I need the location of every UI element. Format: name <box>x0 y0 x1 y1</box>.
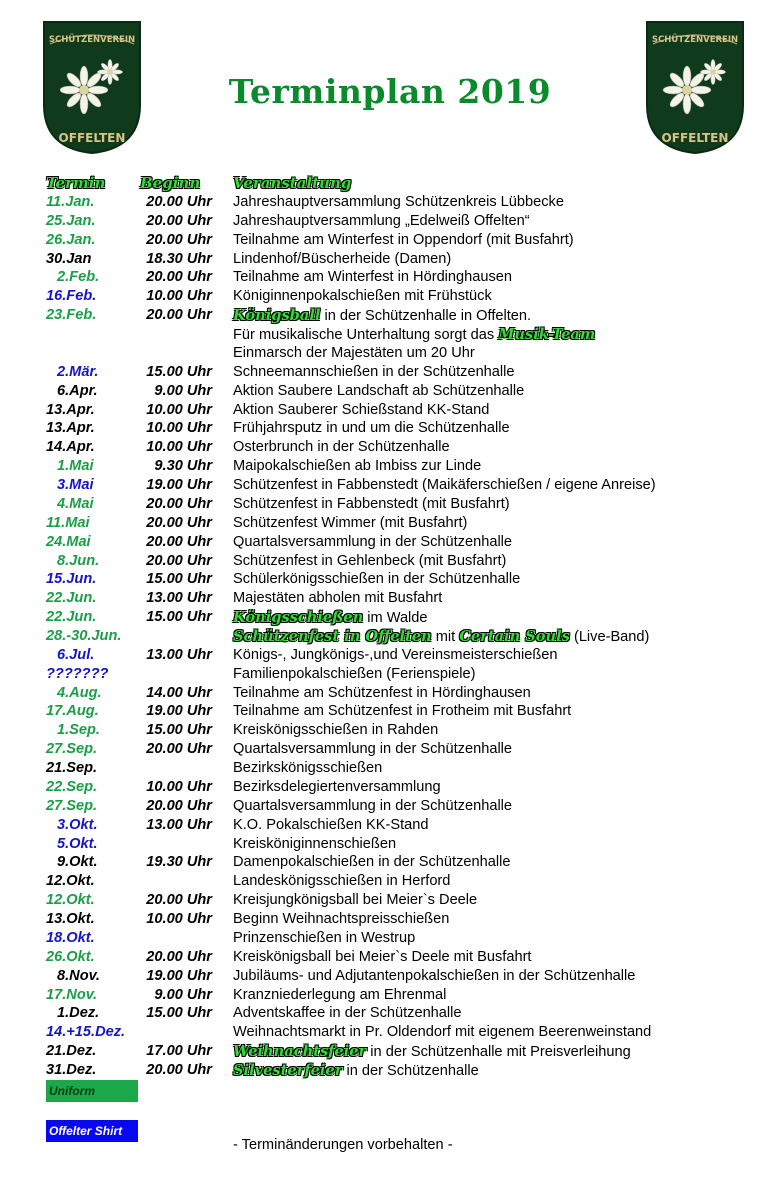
schedule-row <box>0 589 780 608</box>
row-time: 20.00 Uhr <box>146 741 212 758</box>
event-text: Bezirkskönigsschießen <box>233 760 383 777</box>
row-event <box>233 891 477 910</box>
row-date: 11.Jan. <box>46 194 95 210</box>
row-time: 19.30 Uhr <box>146 854 212 871</box>
event-text: Königs-, Jungkönigs-,und Vereinsmeisterschießen <box>233 646 558 663</box>
row-date: 17.Aug. <box>46 703 99 720</box>
row-time: 10.00 Uhr <box>146 911 212 928</box>
row-time: 20.00 Uhr <box>146 948 212 965</box>
event-text: Maipokalschießen ab Imbiss zur Linde <box>233 458 482 475</box>
row-event <box>233 533 512 552</box>
schedule-row <box>0 853 780 872</box>
schedule-row <box>0 231 780 250</box>
schedule-row <box>0 740 780 759</box>
row-date: 22.Jun. <box>46 590 97 607</box>
row-date: 2.Mär. <box>57 363 99 380</box>
row-event <box>233 684 531 703</box>
row-date: 14.Apr. <box>46 439 95 456</box>
highlighted-event: Musik-Team <box>498 326 596 344</box>
schedule-row <box>0 702 780 721</box>
row-event <box>233 759 382 778</box>
row-event <box>233 853 510 872</box>
row-date: 6.Jul. <box>57 646 95 663</box>
row-date: 13.Apr. <box>46 420 95 437</box>
event-text: Prinzenschießen in Westrup <box>233 929 416 946</box>
event-text: Quartalsversammlung in der Schützenhalle <box>233 533 513 550</box>
row-event <box>233 1004 462 1023</box>
schedule-row <box>0 929 780 948</box>
row-event <box>233 986 446 1005</box>
row-time: 20.00 Uhr <box>146 212 212 229</box>
row-date: 16.Feb. <box>46 288 97 305</box>
row-date: 2.Feb. <box>57 269 100 286</box>
event-text: Beginn Weihnachtspreisschießen <box>233 911 450 928</box>
row-date: 3.Okt. <box>57 816 98 833</box>
schedule-row <box>0 193 780 212</box>
highlighted-event: Silvesterfeier <box>233 1062 343 1080</box>
row-date: 12.Okt. <box>46 873 95 890</box>
event-text: Weihnachtsmarkt in Pr. Oldendorf mit eigenem Beerenweinstand <box>233 1024 652 1041</box>
schedule-row <box>0 608 780 627</box>
schedule-row <box>0 1061 780 1080</box>
schedule-row <box>0 891 780 910</box>
row-time: 20.00 Uhr <box>146 194 212 210</box>
event-text: Schneemannschießen in der Schützenhalle <box>233 363 515 380</box>
schedule-row <box>0 835 780 854</box>
highlighted-event: Weihnachtsfeier <box>233 1043 367 1061</box>
row-event <box>233 1042 631 1062</box>
row-time: 13.00 Uhr <box>146 590 212 607</box>
row-date: 14.+15.Dez. <box>46 1024 126 1041</box>
event-text: Kreiskönigsschießen in Rahden <box>233 722 439 739</box>
row-date: 25.Jan. <box>46 212 96 229</box>
schedule-row <box>0 759 780 778</box>
event-text: mit <box>431 629 460 645</box>
event-text: Bezirksdelegiertenversammlung <box>233 778 441 795</box>
event-text: Schützenfest in Gehlenbeck (mit Busfahrt) <box>233 552 507 569</box>
row-time: 20.00 Uhr <box>146 797 212 814</box>
row-event <box>233 627 649 647</box>
row-date: 1.Mai <box>57 458 94 475</box>
row-date: 11.Mai <box>46 514 90 531</box>
row-event <box>233 231 574 250</box>
event-text: Landeskönigsschießen in Herford <box>233 873 451 890</box>
highlighted-event: Schützenfest in Offelten <box>233 628 432 645</box>
row-date: 27.Sep. <box>46 797 98 814</box>
event-text: Aktion Sauberer Schießstand KK-Stand <box>233 401 490 418</box>
row-event <box>233 967 635 986</box>
event-text: Aktion Saubere Landschaft ab Schützenhalle <box>233 382 525 399</box>
row-event <box>233 835 396 854</box>
row-event <box>233 589 442 608</box>
row-time: 19.00 Uhr <box>146 703 212 720</box>
row-date: 26.Jan. <box>46 231 96 248</box>
schedule-row <box>0 344 780 363</box>
row-event <box>233 872 450 891</box>
row-date: 23.Feb. <box>46 307 97 324</box>
schedule-row <box>0 684 780 703</box>
header-time: Beginn <box>140 174 201 192</box>
schedule-row <box>0 872 780 891</box>
row-time: 10.00 Uhr <box>146 778 212 795</box>
row-time: 20.00 Uhr <box>146 495 212 512</box>
legend-shirt: Offelter Shirt <box>46 1120 138 1142</box>
row-event <box>233 948 531 967</box>
event-text: Osterbrunch in der Schützenhalle <box>233 439 450 456</box>
row-date: 27.Sep. <box>46 741 98 758</box>
row-date: 8.Jun. <box>57 552 100 569</box>
row-date: 26.Okt. <box>46 948 95 965</box>
row-date: 18.Okt. <box>46 929 95 946</box>
event-text: Jahreshauptversammlung „Edelweiß Offelten“ <box>233 212 530 229</box>
page-title: Terminplan 2019 <box>228 72 552 111</box>
row-time: 20.00 Uhr <box>146 231 212 248</box>
row-date: 4.Mai <box>57 495 94 512</box>
row-time: 10.00 Uhr <box>146 439 212 456</box>
row-event <box>233 910 449 929</box>
schedule-row <box>0 438 780 457</box>
row-event <box>233 438 450 457</box>
row-date: 22.Jun. <box>46 609 97 626</box>
row-date: 21.Sep. <box>46 760 98 777</box>
event-text: Teilnahme am Winterfest in Hördinghausen <box>233 269 513 286</box>
row-date: 3.Mai <box>57 477 94 494</box>
legend-uniform: Uniform <box>46 1080 138 1102</box>
header-date: Termin <box>46 174 106 192</box>
row-date: 13.Apr. <box>46 401 95 418</box>
event-text: Jahreshauptversammlung Schützenkreis Lübbecke <box>233 194 564 210</box>
schedule-row <box>0 325 780 344</box>
row-date: 17.Nov. <box>46 986 98 1003</box>
row-date: 28.-30.Jun. <box>46 628 122 644</box>
row-event <box>233 514 467 533</box>
event-text: Kranzniederlegung am Ehrenmal <box>233 986 447 1003</box>
row-time: 13.00 Uhr <box>146 646 212 663</box>
row-event <box>233 1023 651 1042</box>
row-event <box>233 476 656 495</box>
row-time: 20.00 Uhr <box>146 269 212 286</box>
row-event <box>233 570 520 589</box>
event-text: Teilnahme am Schützenfest in Frotheim mit Busfahrt <box>233 703 572 720</box>
row-time: 18.30 Uhr <box>146 250 212 267</box>
row-event <box>233 363 515 382</box>
schedule-row <box>0 1004 780 1023</box>
row-date: 1.Dez. <box>57 1005 100 1022</box>
event-text: Damenpokalschießen in der Schützenhalle <box>233 854 511 871</box>
schedule-row <box>0 910 780 929</box>
row-date: 12.Okt. <box>46 892 95 909</box>
row-time: 9.00 Uhr <box>154 382 212 399</box>
event-text: Jubiläums- und Adjutantenpokalschießen in der Schützenhalle <box>233 967 636 984</box>
schedule-row <box>0 665 780 684</box>
row-event <box>233 495 510 514</box>
event-text: (Live-Band) <box>569 629 650 645</box>
row-date: 31.Dez. <box>46 1062 97 1079</box>
row-date: 24.Mai <box>46 533 91 550</box>
row-time: 10.00 Uhr <box>146 401 212 418</box>
row-event <box>233 250 451 269</box>
event-text: Schülerkönigsschießen in der Schützenhalle <box>233 571 521 588</box>
event-text: Schützenfest in Fabbenstedt (mit Busfahrt) <box>233 495 510 512</box>
row-time: 10.00 Uhr <box>146 420 212 437</box>
schedule-row <box>0 363 780 382</box>
event-text: Schützenfest Wimmer (mit Busfahrt) <box>233 514 468 531</box>
row-event <box>233 552 506 571</box>
row-event <box>233 268 512 287</box>
row-date: 4.Aug. <box>57 684 102 701</box>
row-time: 9.30 Uhr <box>154 458 212 475</box>
schedule-row <box>0 457 780 476</box>
schedule-row <box>0 401 780 420</box>
row-time: 20.00 Uhr <box>146 307 212 324</box>
row-event <box>233 193 564 212</box>
event-text: Lindenhof/Büscherheide (Damen) <box>233 250 452 267</box>
row-time: 20.00 Uhr <box>146 552 212 569</box>
row-event <box>233 740 512 759</box>
event-text: Schützenfest in Fabbenstedt (Maikäferschießen / eigene Anreise) <box>233 477 656 494</box>
schedule-row <box>0 948 780 967</box>
schedule-row <box>0 627 780 646</box>
row-event <box>233 665 476 684</box>
row-event <box>233 419 510 438</box>
row-date: 1.Sep. <box>57 722 100 739</box>
schedule-row <box>0 514 780 533</box>
event-text: Quartalsversammlung in der Schützenhalle <box>233 797 513 814</box>
row-event <box>233 325 595 345</box>
schedule-row <box>0 721 780 740</box>
row-event <box>233 212 530 231</box>
highlighted-event: Königsschießen <box>233 609 364 627</box>
footnote: - Terminänderungen vorbehalten - <box>233 1137 453 1153</box>
event-text: in der Schützenhalle <box>342 1063 479 1080</box>
schedule-row <box>0 212 780 231</box>
schedule-row <box>0 476 780 495</box>
schedule-row <box>0 495 780 514</box>
schedule-row <box>0 382 780 401</box>
schedule-row <box>0 552 780 571</box>
schedule-row <box>0 1023 780 1042</box>
event-text: Kreiskönigsball bei Meier`s Deele mit Busfahrt <box>233 948 532 965</box>
row-event <box>233 608 428 628</box>
schedule-row <box>0 306 780 325</box>
row-time: 9.00 Uhr <box>154 986 212 1003</box>
row-event <box>233 306 531 326</box>
event-text: in der Schützenhalle in Offelten. <box>320 308 532 325</box>
row-event <box>233 816 429 835</box>
row-date: 13.Okt. <box>46 911 95 928</box>
event-text: Einmarsch der Majestäten um 20 Uhr <box>233 344 475 361</box>
row-date: 8.Nov. <box>57 967 100 984</box>
row-event <box>233 344 475 363</box>
highlighted-event: Königsball <box>233 307 321 325</box>
row-time: 15.00 Uhr <box>146 363 212 380</box>
schedule-row <box>0 268 780 287</box>
row-time: 20.00 Uhr <box>146 1062 212 1079</box>
event-text: im Walde <box>363 610 428 627</box>
row-time: 17.00 Uhr <box>146 1043 212 1060</box>
row-event <box>233 702 571 721</box>
row-event <box>233 382 524 401</box>
row-time: 14.00 Uhr <box>146 684 212 701</box>
row-event <box>233 401 489 420</box>
event-text: Familienpokalschießen (Ferienspiele) <box>233 665 476 682</box>
row-event <box>233 1061 479 1081</box>
svg-text:SCHÜTZENVEREIN: SCHÜTZENVEREIN <box>651 35 739 45</box>
row-time: 15.00 Uhr <box>146 1005 212 1022</box>
highlighted-event: Certain Souls <box>459 628 570 645</box>
schedule-row <box>0 1042 780 1061</box>
row-time: 15.00 Uhr <box>146 722 212 739</box>
row-time: 10.00 Uhr <box>146 288 212 305</box>
row-event <box>233 287 492 306</box>
event-text: Für musikalische Unterhaltung sorgt das <box>233 327 499 344</box>
event-text: Majestäten abholen mit Busfahrt <box>233 590 443 607</box>
row-date: ??????? <box>46 665 109 682</box>
row-event <box>233 646 557 665</box>
svg-text:OFFELTEN: OFFELTEN <box>58 131 126 145</box>
event-text: Kreisköniginnenschießen <box>233 835 397 852</box>
row-event <box>233 778 441 797</box>
row-time: 20.00 Uhr <box>146 533 212 550</box>
row-time: 19.00 Uhr <box>146 967 212 984</box>
row-time: 20.00 Uhr <box>146 892 212 909</box>
row-date: 5.Okt. <box>57 835 98 852</box>
row-date: 21.Dez. <box>46 1043 97 1060</box>
event-text: Kreisjungkönigsball bei Meier`s Deele <box>233 892 478 909</box>
event-text: Adventskaffee in der Schützenhalle <box>233 1005 462 1022</box>
schedule-row <box>0 533 780 552</box>
row-date: 30.Jan <box>46 250 92 267</box>
event-text: Teilnahme am Winterfest in Oppendorf (mit Busfahrt) <box>233 231 574 248</box>
schedule-row <box>0 419 780 438</box>
event-text: Quartalsversammlung in der Schützenhalle <box>233 741 513 758</box>
schedule-row <box>0 816 780 835</box>
svg-text:OFFELTEN: OFFELTEN <box>661 131 729 145</box>
row-date: 22.Sep. <box>46 778 98 795</box>
schedule-row <box>0 986 780 1005</box>
schedule-row <box>0 570 780 589</box>
schedule-row <box>0 797 780 816</box>
row-date: 9.Okt. <box>57 854 98 871</box>
event-text: K.O. Pokalschießen KK-Stand <box>233 816 429 833</box>
schedule-row <box>0 287 780 306</box>
row-time: 20.00 Uhr <box>146 514 212 531</box>
row-time: 13.00 Uhr <box>146 816 212 833</box>
row-event <box>233 929 415 948</box>
event-text: Teilnahme am Schützenfest in Hördinghausen <box>233 684 531 701</box>
event-text: in der Schützenhalle mit Preisverleihung <box>366 1044 631 1061</box>
row-time: 19.00 Uhr <box>146 477 212 494</box>
schedule-row <box>0 250 780 269</box>
row-event <box>233 721 438 740</box>
row-date: 6.Apr. <box>57 382 98 399</box>
svg-text:SCHÜTZENVEREIN: SCHÜTZENVEREIN <box>48 35 136 45</box>
header-event: Veranstaltung <box>233 174 352 192</box>
event-text: Frühjahrsputz in und um die Schützenhalle <box>233 420 510 437</box>
schedule-row <box>0 778 780 797</box>
row-event <box>233 797 512 816</box>
row-time: 15.00 Uhr <box>146 571 212 588</box>
event-text: Königinnenpokalschießen mit Frühstück <box>233 288 492 305</box>
schedule-row <box>0 967 780 986</box>
row-event <box>233 457 481 476</box>
schedule-row <box>0 646 780 665</box>
row-time: 15.00 Uhr <box>146 609 212 626</box>
row-date: 15.Jun. <box>46 571 97 588</box>
